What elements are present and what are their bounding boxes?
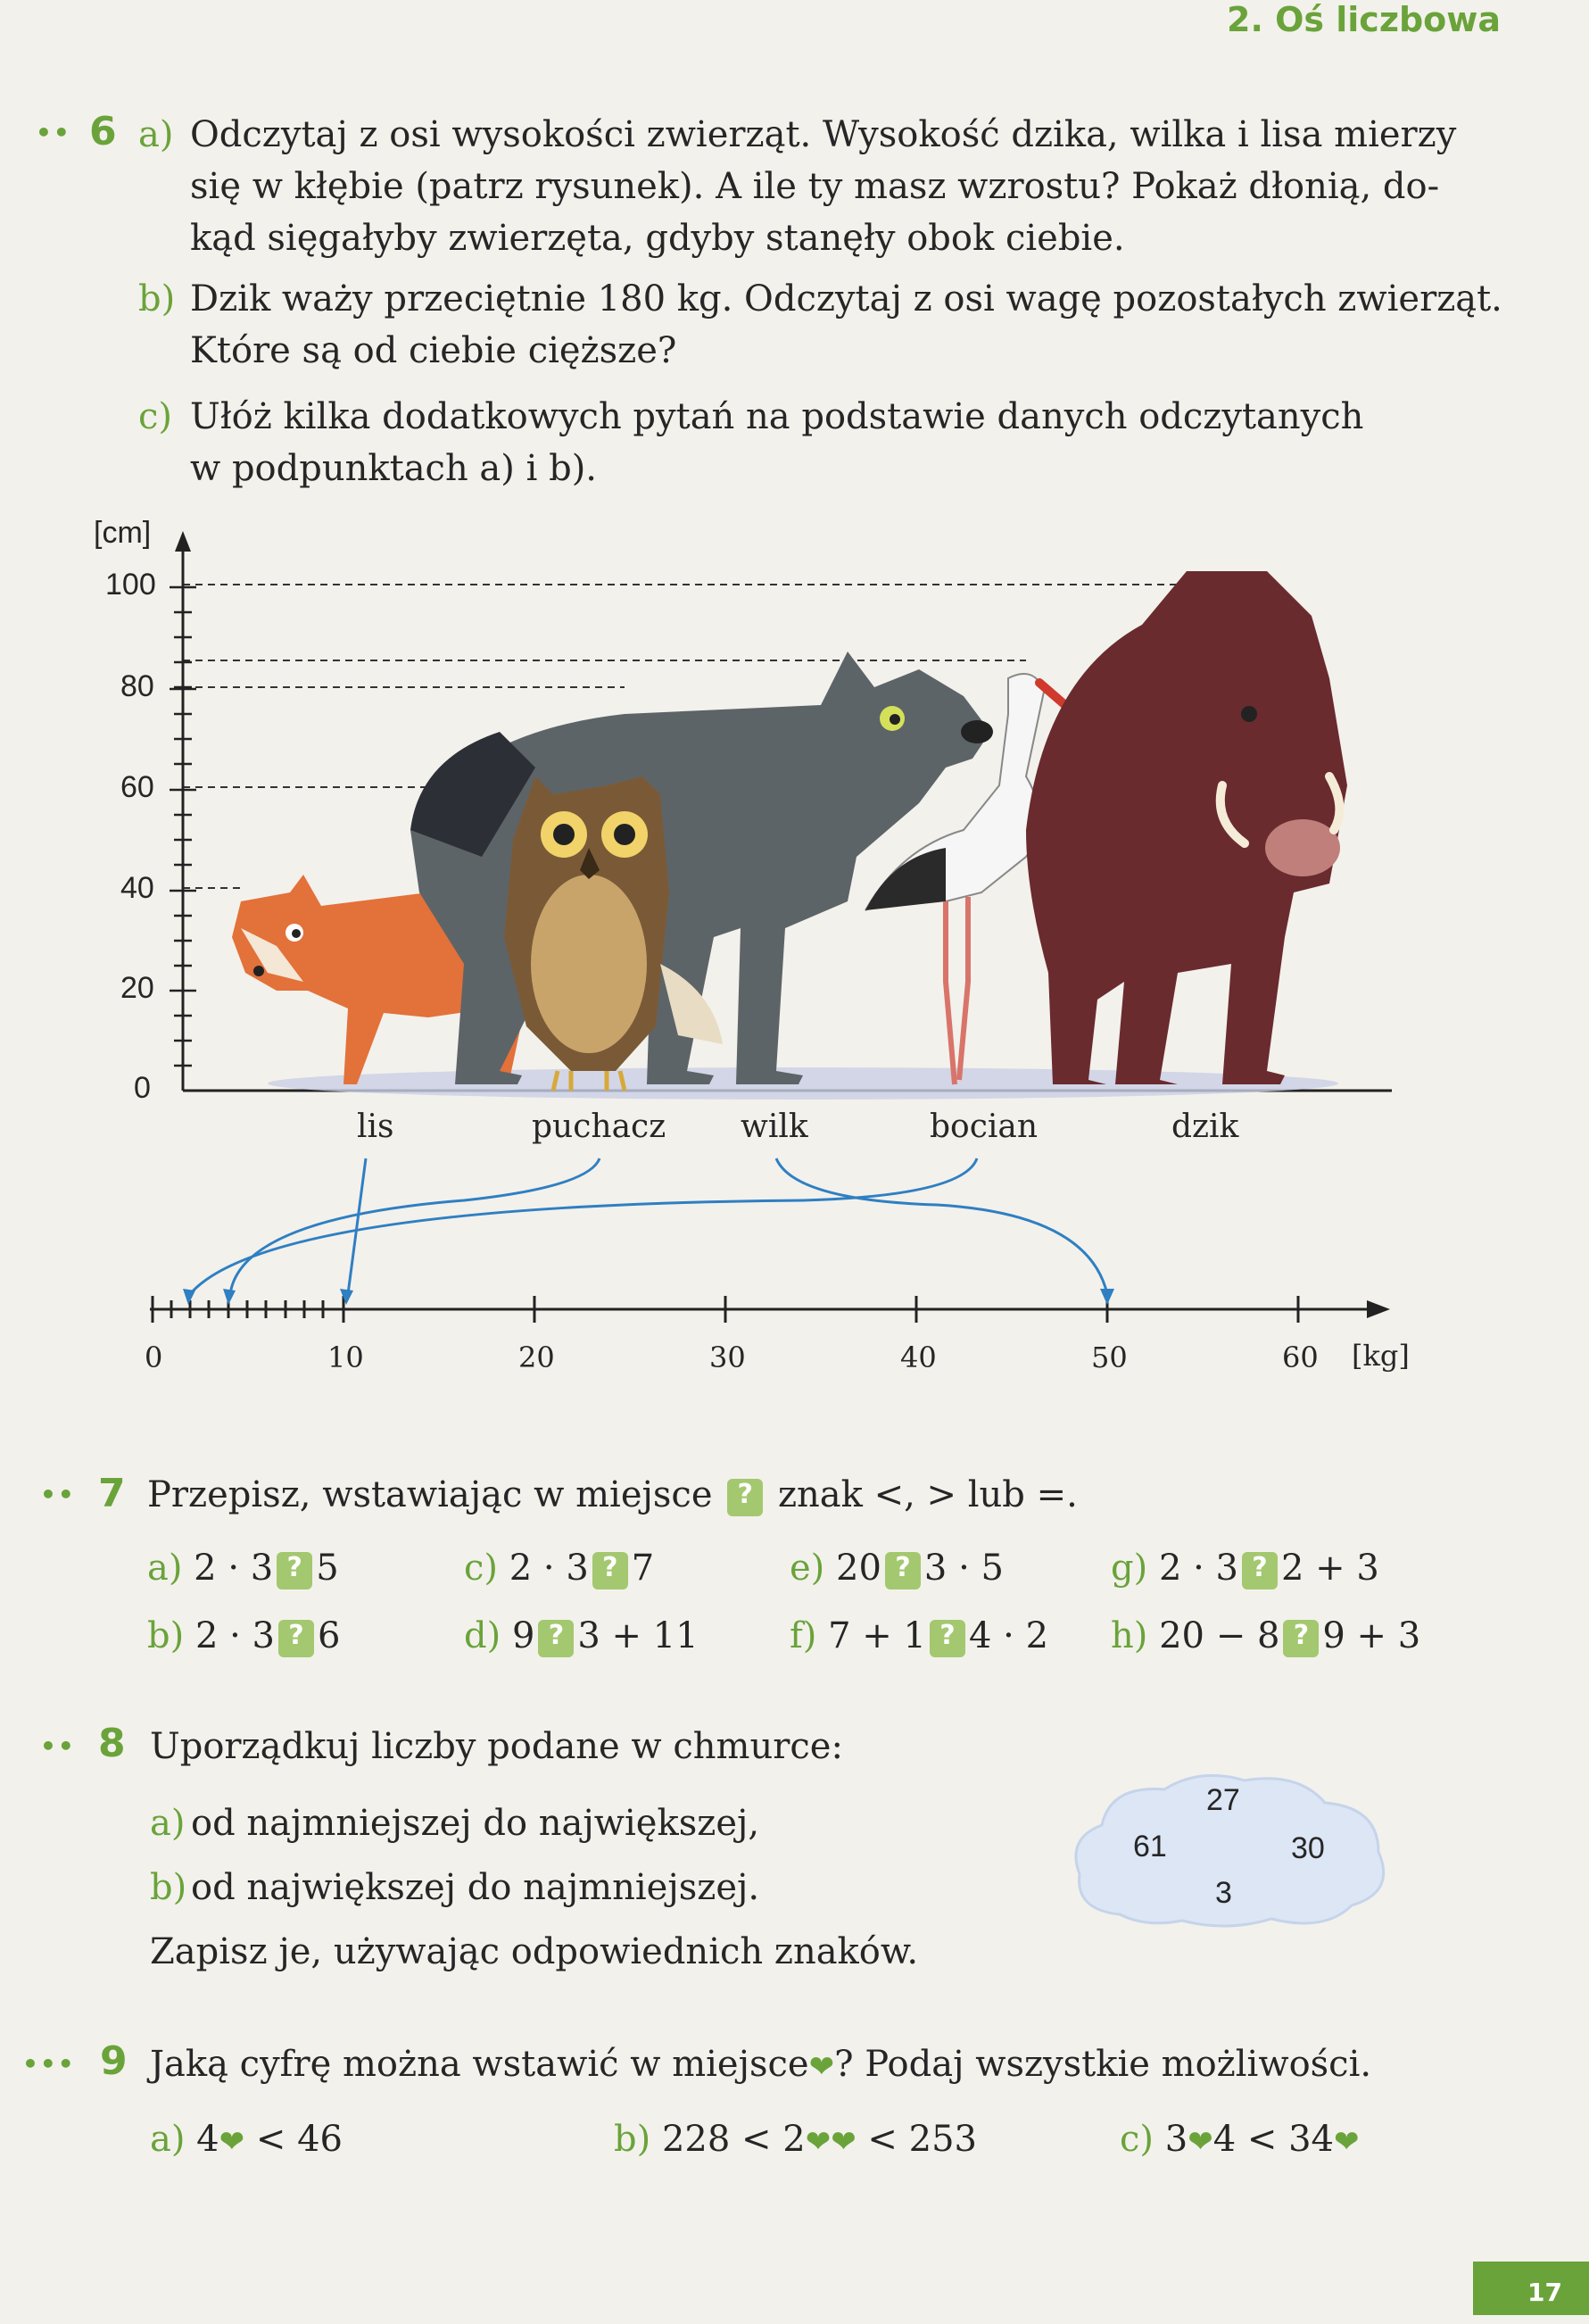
exercise-item (614, 2113, 977, 2168)
exercise-item (464, 1542, 654, 1594)
expr-right: 5 (316, 1548, 339, 1589)
item-label: e) (790, 1548, 825, 1589)
exercise-item (1111, 1610, 1420, 1662)
cloud-number: 27 (1206, 1783, 1240, 1817)
item-label: h) (1111, 1615, 1148, 1656)
animal-label: lis (357, 1108, 394, 1145)
item-label: f) (790, 1615, 817, 1656)
item-label: a) (150, 2119, 186, 2160)
task-text: się w kłębie (patrz rysunek). A ile ty masz wzrostu? Pokaż dłonią, do- (190, 166, 1440, 207)
item-label: d) (464, 1615, 501, 1656)
weight-axis (150, 1296, 1390, 1323)
heart-icon: ❤ (831, 2124, 857, 2160)
weight-axis-unit: [kg] (1352, 1339, 1410, 1373)
animal-label: dzik (1171, 1108, 1239, 1145)
task-number: 8 (98, 1721, 126, 1766)
task-text: w podpunktach a) i b). (190, 448, 598, 489)
expr-left: 9 (511, 1615, 535, 1656)
subtask-label: c) (138, 396, 173, 437)
task-text: Odczytaj z osi wysokości zwierząt. Wysokość dzika, wilka i lisa mierzy (190, 114, 1457, 155)
expr-left: 2 · 3 (194, 1548, 274, 1589)
exercise-item (790, 1542, 1004, 1594)
task-text: Przepisz, wstawiając w miejsce (147, 1474, 713, 1515)
expr-left: 2 · 3 (194, 1615, 275, 1656)
task-text: od największej do najmniejszej. (191, 1867, 760, 1908)
exercise-item (147, 1542, 339, 1594)
exercise-item (150, 2113, 343, 2168)
item-label: g) (1111, 1548, 1148, 1589)
weight-tick-label: 40 (900, 1340, 937, 1374)
question-box: ? (1283, 1620, 1319, 1657)
axis-arrow-icon (175, 531, 191, 552)
subtask-label: a) (150, 1803, 186, 1844)
expr-right: 4 · 2 (968, 1615, 1049, 1656)
expr-part: < 46 (244, 2119, 343, 2160)
task-intro (147, 1469, 1078, 1521)
task-text: kąd sięgałyby zwierzęta, gdyby stanęły obok ciebie. (190, 218, 1125, 259)
heart-icon: ❤ (1188, 2124, 1213, 2160)
task-text: Dzik waży przeciętnie 180 kg. Odczytaj z osi wagę pozostałych zwierząt. (190, 278, 1502, 320)
weight-tick-label: 60 (1282, 1340, 1319, 1374)
task-text: Ułóż kilka dodatkowych pytań na podstawie danych odczytanych (190, 396, 1364, 437)
task-text: ? Podaj wszystkie możliwości. (834, 2044, 1372, 2085)
animal-label: wilk (741, 1108, 808, 1145)
expr-part: 3 (1164, 2119, 1188, 2160)
expr-left: 2 · 3 (509, 1548, 589, 1589)
cloud-number: 30 (1291, 1831, 1325, 1865)
exercise-item (1111, 1542, 1379, 1594)
task-text: Zapisz je, używając odpowiednich znaków. (150, 1931, 919, 1972)
question-box: ? (592, 1552, 628, 1589)
cloud-number: 3 (1215, 1876, 1232, 1910)
height-tick-label: 100 (105, 568, 156, 602)
expr-part: < 253 (856, 2119, 977, 2160)
expr-left: 2 · 3 (1158, 1548, 1238, 1589)
question-box: ? (885, 1552, 921, 1589)
exercise-item (147, 1610, 340, 1662)
weight-tick-label: 20 (518, 1340, 555, 1374)
expr-part: 228 < 2 (661, 2119, 806, 2160)
weight-tick-label: 30 (709, 1340, 746, 1374)
animals-height-figure (0, 500, 1589, 1392)
difficulty-dots: •• (40, 1480, 76, 1509)
task-text: znak <, > lub =. (777, 1474, 1078, 1515)
animal-label: puchacz (532, 1108, 666, 1145)
task-number: 6 (89, 109, 117, 154)
task-number: 7 (98, 1471, 126, 1516)
height-axis-unit: [cm] (94, 516, 152, 550)
expr-part: 4 < 34 (1212, 2119, 1334, 2160)
expr-right: 2 + 3 (1280, 1548, 1379, 1589)
expr-left: 20 − 8 (1159, 1615, 1280, 1656)
exercise-item (464, 1610, 699, 1662)
boar-illustration (1026, 571, 1347, 1084)
item-label: b) (147, 1615, 185, 1656)
height-tick-label: 0 (134, 1071, 151, 1105)
expr-right: 3 · 5 (923, 1548, 1004, 1589)
heart-icon: ❤ (808, 2049, 835, 2085)
heart-icon: ❤ (805, 2124, 832, 2160)
height-tick-label: 20 (120, 971, 154, 1005)
question-box: ? (277, 1552, 312, 1589)
task-intro (150, 2038, 1371, 2093)
subtask-label: b) (150, 1867, 187, 1908)
weight-tick-label: 10 (327, 1340, 364, 1374)
subtask-label: a) (138, 114, 174, 155)
expr-left: 20 (836, 1548, 881, 1589)
heart-icon: ❤ (219, 2124, 245, 2160)
question-box: ? (538, 1620, 574, 1657)
task-text: Uporządkuj liczby podane w chmurce: (150, 1726, 843, 1767)
weight-tick-label: 0 (145, 1340, 163, 1374)
axis-arrow-icon (1367, 1300, 1390, 1318)
exercise-item (1120, 2113, 1359, 2168)
expr-right: 7 (631, 1548, 655, 1589)
expr-right: 6 (317, 1615, 341, 1656)
height-tick-label: 60 (120, 770, 154, 804)
question-box: ? (930, 1620, 965, 1657)
expr-part: 4 (196, 2119, 219, 2160)
expr-right: 9 + 3 (1322, 1615, 1421, 1656)
page-number: 17 (1473, 2262, 1589, 2315)
section-title: 2. Oś liczbowa (1227, 0, 1502, 39)
task-text: Które są od ciebie cięższe? (190, 330, 677, 371)
question-box: ? (727, 1479, 763, 1516)
animal-label: bocian (930, 1108, 1039, 1145)
expr-left: 7 + 1 (828, 1615, 926, 1656)
expr-right: 3 + 11 (577, 1615, 699, 1656)
item-label: a) (147, 1548, 183, 1589)
difficulty-dots: •• (40, 1731, 76, 1761)
heart-icon: ❤ (1333, 2124, 1360, 2160)
task-text: od najmniejszej do największej, (191, 1803, 760, 1844)
difficulty-dots: •• (36, 118, 71, 147)
height-tick-label: 80 (120, 669, 154, 703)
item-label: c) (1120, 2119, 1155, 2160)
task-text: Jaką cyfrę można wstawić w miejsce (150, 2044, 809, 2085)
weight-tick-label: 50 (1091, 1340, 1128, 1374)
question-box: ? (1242, 1552, 1278, 1589)
subtask-label: b) (138, 278, 176, 320)
item-label: c) (464, 1548, 499, 1589)
item-label: b) (614, 2119, 651, 2160)
exercise-item (790, 1610, 1048, 1662)
height-tick-label: 40 (120, 871, 154, 905)
question-box: ? (278, 1620, 314, 1657)
cloud-number: 61 (1133, 1830, 1167, 1863)
weight-arrows (190, 1158, 1107, 1294)
difficulty-dots: ••• (22, 2049, 76, 2079)
task-number: 9 (100, 2038, 128, 2084)
